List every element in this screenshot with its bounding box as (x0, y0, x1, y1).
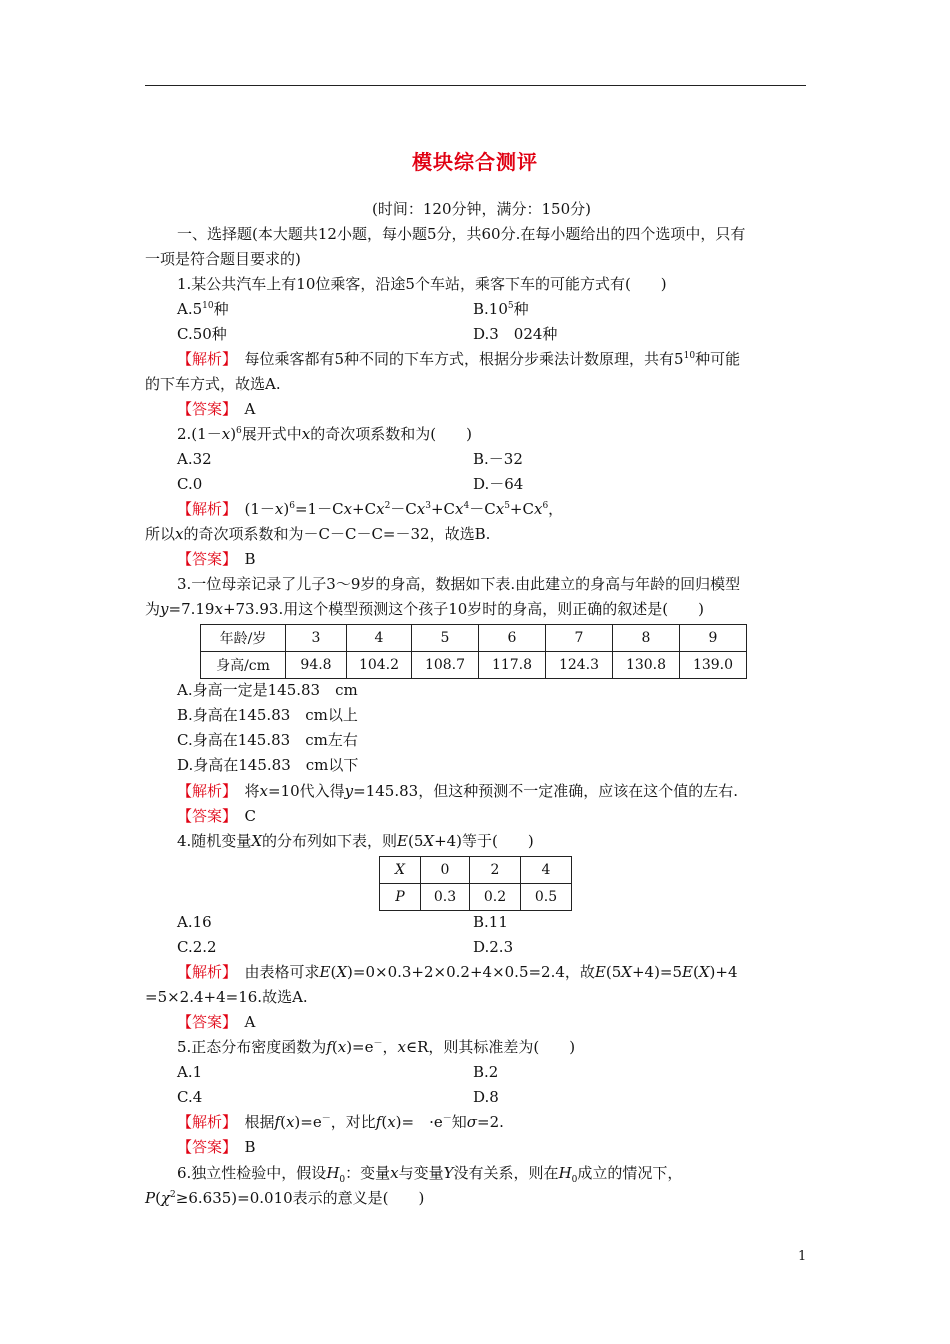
q1-analysis-cont: 的下车方式，故选A. (145, 375, 281, 393)
q3-option-d: D.身高在145.83 cm以下 (177, 756, 359, 774)
table-cell: 0.5 (521, 884, 572, 911)
q2-option-d: D.－64 (473, 475, 524, 493)
table-row (201, 625, 747, 652)
table-cell: 94.8 (286, 652, 347, 679)
q1-option-a: $A.5^{10}$种 (177, 300, 229, 318)
answer-tag: 【答案】 (177, 400, 230, 418)
table-cell: 2 (470, 857, 521, 884)
q1-option-d: D.3 024种 (473, 325, 558, 343)
question-6: 6.独立性检验中，假设$H_0$：变量x与变量Y没有关系，则在$H_0$成立的情况下， (177, 1164, 683, 1185)
table-cell: 0 (421, 857, 470, 884)
q1-analysis: 【解析】 每位乘客都有5种不同的下车方式，根据分步乘法计数原理，共有$5^{10}$种可能 (177, 350, 741, 368)
q4-option-a: A.16 (177, 913, 212, 931)
analysis-tag: 【解析】 (177, 350, 230, 368)
q5-option-a: A.1 (177, 1063, 203, 1081)
table-cell: 0.2 (470, 884, 521, 911)
q2-option-a: A.32 (177, 450, 212, 468)
table-cell: 9 (680, 625, 747, 652)
section-heading: 一、选择题(本大题共12小题，每小题5分，共60分.在每小题给出的四个选项中，只有 (177, 225, 746, 243)
q1-option-b: $B.10^5$种 (473, 300, 529, 318)
q1-option-c: C.50种 (177, 325, 227, 343)
table-row (380, 884, 572, 911)
question-3: 3.一位母亲记录了儿子3～9岁的身高，数据如下表.由此建立的身高与年龄的回归模型 (177, 575, 741, 593)
table-cell: 130.8 (613, 652, 680, 679)
q2-option-c: C.0 (177, 475, 203, 493)
q2-analysis: 【解析】 $(1-x)^6=1-Cx+Cx^2-Cx^3+Cx^4-Cx^5+Cx^6$， (177, 500, 564, 518)
question-3-cont: 为y=7.19x+73.93.用这个模型预测这个孩子10岁时的身高，则正确的叙述是( ) (145, 600, 705, 618)
q3-analysis: 【解析】 将x=10代入得y=145.83，但这种预测不一定准确，应该在这个值的左右. (177, 782, 738, 800)
table-cell: 139.0 (680, 652, 747, 679)
header-rule (145, 85, 806, 86)
table-cell: 4 (521, 857, 572, 884)
q2-answer: 【答案】 B (177, 550, 256, 568)
table-cell: X (380, 857, 421, 884)
table-cell: 108.7 (412, 652, 479, 679)
q1-answer: 【答案】 A (177, 400, 256, 418)
table-cell: 身高/cm (201, 652, 286, 679)
section-heading-cont: 一项是符合题目要求的) (145, 250, 301, 268)
exam-time-info: (时间：120分钟，满分：150分) (372, 200, 591, 218)
table-cell: 3 (286, 625, 347, 652)
table-cell: 8 (613, 625, 680, 652)
q4-option-c: C.2.2 (177, 938, 217, 956)
table-cell: 6 (479, 625, 546, 652)
table-cell: 104.2 (347, 652, 412, 679)
table-cell: 7 (546, 625, 613, 652)
q5-option-b: B.2 (473, 1063, 499, 1081)
table-row (380, 857, 572, 884)
q3-option-c: C.身高在145.83 cm左右 (177, 731, 358, 749)
page-title: 模块综合测评 (412, 150, 538, 174)
table-cell: 0.3 (421, 884, 470, 911)
distribution-table (379, 856, 572, 911)
question-1: 1.某公共汽车上有10位乘客，沿途5个车站，乘客下车的可能方式有( ) (177, 275, 667, 293)
q4-option-d: D.2.3 (473, 938, 514, 956)
q3-option-b: B.身高在145.83 cm以上 (177, 706, 358, 724)
page-number: 1 (798, 1249, 807, 1264)
table-cell: 4 (347, 625, 412, 652)
q5-option-c: C.4 (177, 1088, 203, 1106)
q4-analysis: 【解析】 由表格可求E(X)=0×0.3+2×0.2+4×0.5=2.4，故E(5X+4)=5E(X)+4 (177, 963, 738, 981)
table-cell: 124.3 (546, 652, 613, 679)
q5-option-d: D.8 (473, 1088, 499, 1106)
table-cell: 5 (412, 625, 479, 652)
q2-analysis-cont: 所以x的奇次项系数和为－C－C－C=－32，故选B. (145, 525, 491, 543)
q3-answer: 【答案】 C (177, 807, 256, 825)
question-2: $2.(1-x)^6$展开式中x的奇次项系数和为( ) (177, 425, 472, 443)
q4-analysis-cont: =5×2.4+4=16.故选A. (145, 988, 308, 1006)
question-4: 4.随机变量X的分布列如下表，则E(5X+4)等于( ) (177, 832, 534, 850)
height-data-table (200, 624, 747, 679)
question-6-cont: $P(\chi^2\ge 6.635)=0.010$表示的意义是( ) (145, 1189, 425, 1207)
table-cell: P (380, 884, 421, 911)
q5-analysis: 【解析】 根据f(x)=e－，对比f(x)= ·e－知σ=2. (177, 1113, 504, 1131)
q4-answer: 【答案】 A (177, 1013, 256, 1031)
table-cell: 年龄/岁 (201, 625, 286, 652)
q2-option-b: B.－32 (473, 450, 523, 468)
q3-option-a: A.身高一定是145.83 cm (177, 681, 358, 699)
q5-answer: 【答案】 B (177, 1138, 256, 1156)
table-cell: 117.8 (479, 652, 546, 679)
table-row (201, 652, 747, 679)
question-5: 5.正态分布密度函数为f(x)=e－，x∈R，则其标准差为( ) (177, 1038, 576, 1056)
q4-option-b: B.11 (473, 913, 508, 931)
